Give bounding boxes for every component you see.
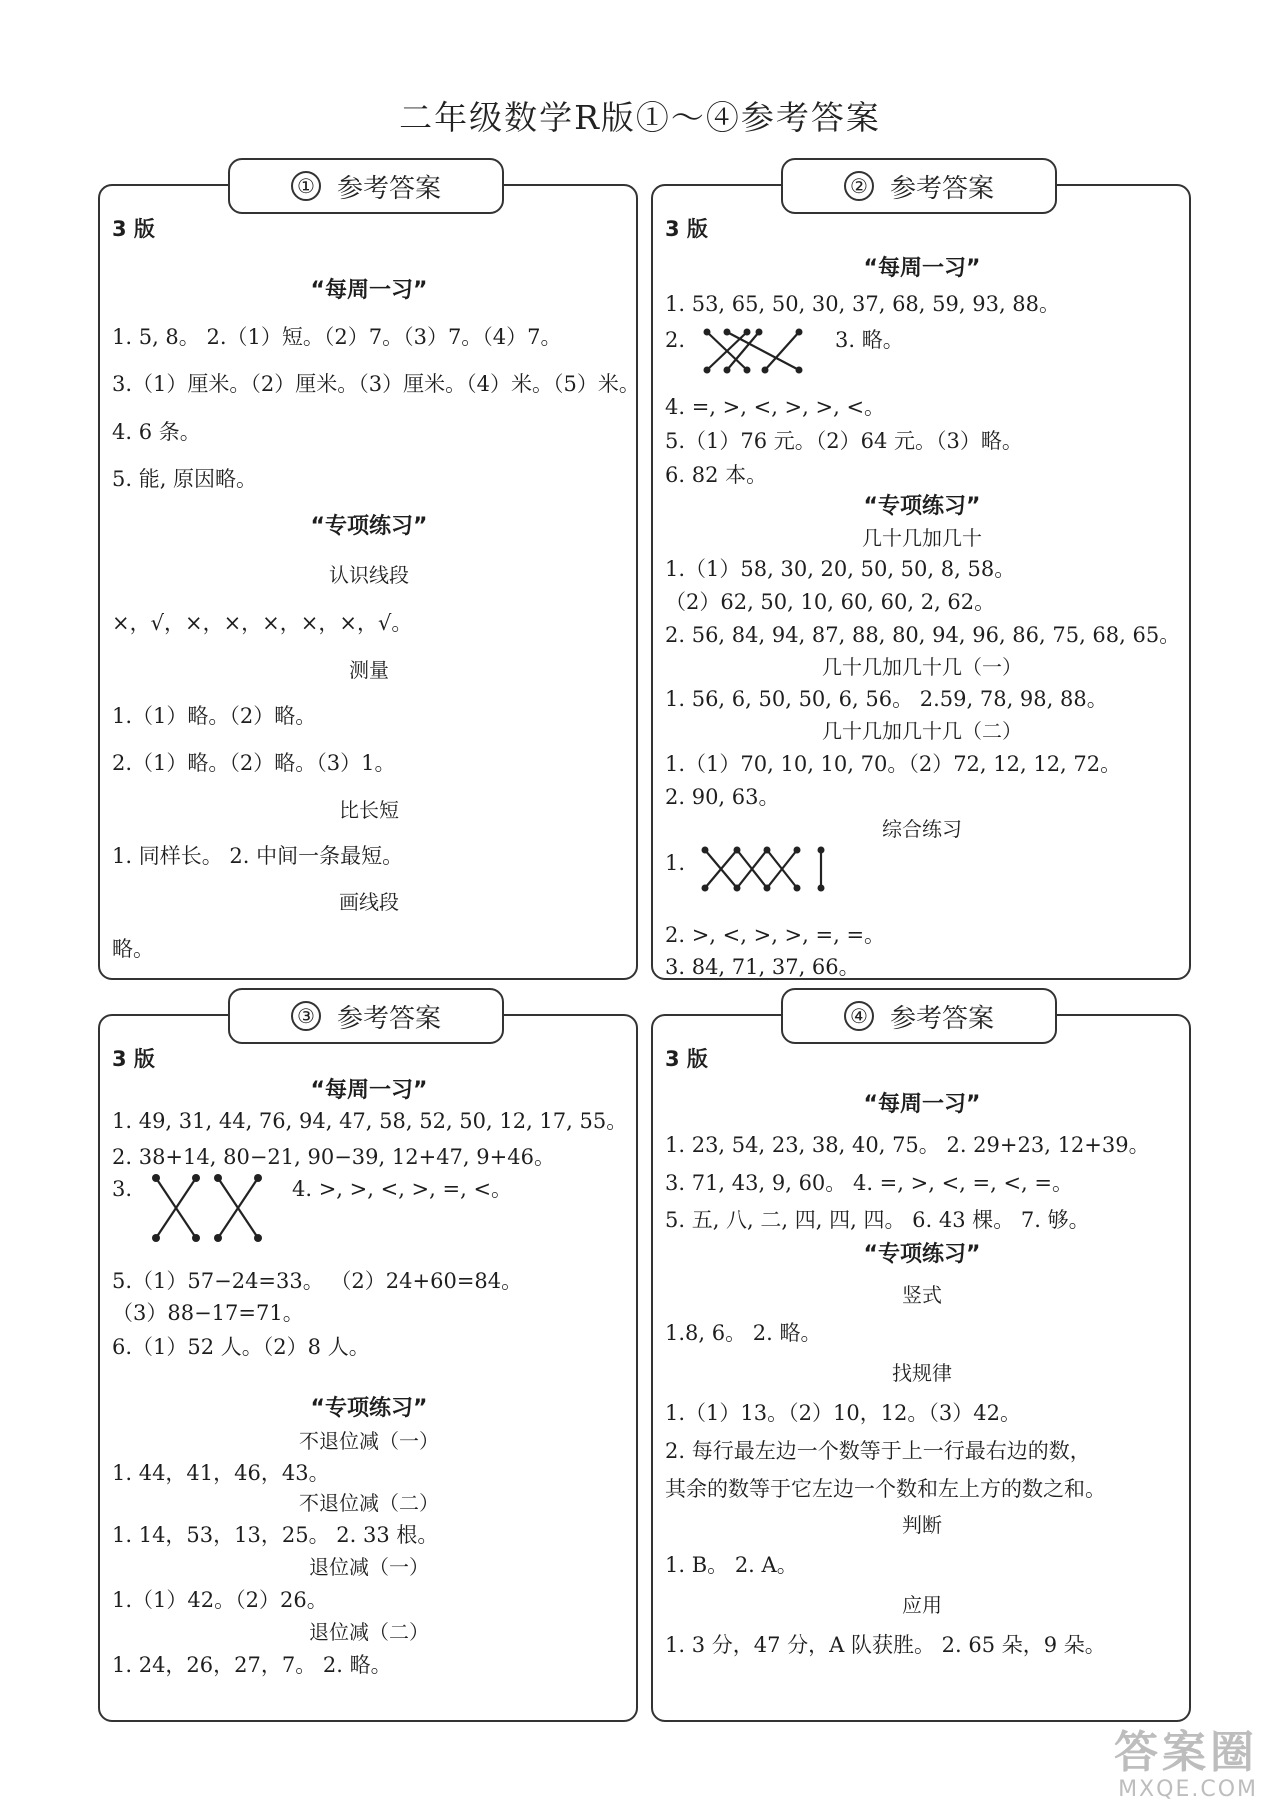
section-heading: “每周一习”: [863, 1092, 981, 1117]
subsection-heading: 退位减（二）: [309, 1620, 429, 1644]
panel-1-tab: [228, 158, 504, 214]
subsection-heading: 画线段: [339, 890, 399, 914]
section-heading: “专项练习”: [863, 1242, 981, 1267]
answer-panel-2: [651, 173, 1191, 980]
answer-line: 1.（1）42。（2）26。: [112, 1588, 328, 1612]
panel-3-edition: 3 版: [112, 1047, 155, 1071]
answer-line: 6. 82 本。: [665, 463, 768, 487]
answer-line: 3.（1）厘米。（2）厘米。（3）厘米。（4）米。（5）米。: [112, 372, 640, 396]
panel-2-tab-label: 参考答案: [889, 173, 994, 204]
panel-3-tab: [228, 988, 504, 1044]
panel-4-tab-label: 参考答案: [889, 1003, 994, 1034]
answer-line: 6.（1）52 人。（2）8 人。: [112, 1335, 370, 1359]
answer-line: （3）88−17=71。: [112, 1301, 304, 1325]
answer-line: （2）62, 50, 10, 60, 60, 2, 62。: [665, 590, 996, 614]
subsection-heading: 不退位减（一）: [299, 1429, 439, 1453]
subsection-heading: 比长短: [339, 798, 399, 822]
subsection-heading: 综合练习: [882, 817, 962, 841]
answer-line: 1. 44，41，46，43。: [112, 1461, 330, 1485]
matching-lines-diagram-3: [148, 1170, 268, 1246]
answer-line: 3. 84, 71, 37, 66。: [665, 955, 860, 979]
answer-panel-4: [651, 1003, 1191, 1722]
answer-line: 1. 53, 65, 50, 30, 37, 68, 59, 93, 88。: [665, 292, 1061, 316]
answer-line: 1. 同样长。 2. 中间一条最短。: [112, 844, 404, 868]
panel-1-tab-label: 参考答案: [336, 173, 441, 204]
answer-line: 1.8, 6。 2. 略。: [665, 1321, 822, 1345]
answer-line: 1. B。 2. A。: [665, 1553, 798, 1577]
panel-3-number: ③: [291, 1001, 321, 1031]
panel-4-edition: 3 版: [665, 1047, 708, 1071]
answer-line: 3.: [112, 1177, 133, 1201]
answer-line: 1.（1）58, 30, 20, 50, 50, 8, 58。: [665, 557, 1016, 581]
subsection-heading: 应用: [902, 1593, 942, 1617]
answer-line: 1. 56, 6, 50, 50, 6, 56。 2.59, 78, 98, 88。: [665, 687, 1108, 711]
panel-1-edition: 3 版: [112, 217, 155, 241]
panel-4-tab: [781, 988, 1057, 1044]
subsection-heading: 不退位减（二）: [299, 1491, 439, 1515]
answer-line: 1.: [665, 851, 686, 875]
answer-line: 1. 5, 8。 2.（1）短。（2）7。（3）7。（4）7。: [112, 325, 562, 349]
answer-line: 2. 38+14, 80−21, 90−39, 12+47, 9+46。: [112, 1145, 555, 1169]
subsection-heading: 测量: [349, 658, 389, 682]
answer-line: 1.（1）70, 10, 10, 70。（2）72, 12, 12, 72。: [665, 752, 1122, 776]
answer-line: 1. 3 分，47 分，A 队获胜。 2. 65 朵，9 朵。: [665, 1633, 1106, 1657]
subsection-heading: 几十几加几十: [862, 526, 982, 550]
section-heading: “专项练习”: [310, 514, 428, 539]
subsection-heading: 判断: [902, 1513, 942, 1537]
answer-line: 5.（1）76 元。（2）64 元。（3）略。: [665, 429, 1023, 453]
answer-line: 其余的数等于它左边一个数和左上方的数之和。: [665, 1477, 1106, 1501]
answer-line: 1. 14，53，13，25。 2. 33 根。: [112, 1523, 439, 1547]
answer-line: 1. 49, 31, 44, 76, 94, 47, 58, 52, 50, 12, 17, 55。: [112, 1109, 628, 1133]
answer-line: 2. 56, 84, 94, 87, 88, 80, 94, 96, 86, 75, 68, 65。: [665, 623, 1181, 647]
subsection-heading: 竖式: [902, 1283, 942, 1307]
answer-line: 4. >, >, <, >, =, <。: [292, 1177, 513, 1201]
answer-line: 1. 23, 54, 23, 38, 40, 75。 2. 29+23, 12+39。: [665, 1133, 1150, 1157]
answer-line: ×，√，×，×，×，×，×，√。: [112, 611, 413, 635]
answer-line: 5.（1）57−24=33。 （2）24+60=84。: [112, 1269, 523, 1293]
answer-line: 略。: [112, 937, 154, 961]
answer-panel-1: [98, 173, 640, 980]
section-heading: “专项练习”: [310, 1396, 428, 1421]
answer-panel-3: [98, 1003, 638, 1722]
subsection-heading: 认识线段: [329, 563, 409, 587]
matching-lines-diagram-2: [699, 842, 829, 894]
section-heading: “每周一习”: [863, 256, 981, 281]
subsection-heading: 找规律: [892, 1361, 952, 1385]
subsection-heading: 退位减（一）: [309, 1555, 429, 1579]
answer-line: 3. 略。: [835, 328, 904, 352]
answer-line: 2. >, <, >, >, =, =。: [665, 923, 886, 947]
subsection-heading: 几十几加几十几（一）: [822, 655, 1022, 679]
section-heading: “每周一习”: [310, 278, 428, 303]
panel-2-number: ②: [844, 171, 874, 201]
answer-line: 4. =, >, <, >, >, <。: [665, 395, 886, 419]
answer-line: 1.（1）13。（2）10，12。（3）42。: [665, 1401, 1022, 1425]
matching-lines-diagram: [699, 324, 809, 376]
subsection-heading: 几十几加几十几（二）: [822, 719, 1022, 743]
answer-line: 2. 每行最左边一个数等于上一行最右边的数，: [665, 1439, 1091, 1463]
answer-line: 4. 6 条。: [112, 420, 201, 444]
panel-2-edition: 3 版: [665, 217, 708, 241]
section-heading: “专项练习”: [863, 494, 981, 519]
panel-1-number: ①: [291, 171, 321, 201]
panel-2-tab: [781, 158, 1057, 214]
panel-3-tab-label: 参考答案: [336, 1003, 441, 1034]
answer-line: 5. 五, 八, 二, 四, 四, 四。 6. 43 棵。 7. 够。: [665, 1208, 1090, 1232]
page-title: 二年级数学R版①～④参考答案: [399, 98, 881, 137]
answer-line: 1.（1）略。（2）略。: [112, 704, 317, 728]
watermark-line-2: MXQE.COM: [1118, 1777, 1258, 1802]
watermark-line-1: 答案圈: [1114, 1727, 1258, 1778]
section-heading: “每周一习”: [310, 1078, 428, 1103]
site-watermark: [1114, 1729, 1258, 1802]
answer-line: 2.: [665, 328, 686, 352]
answer-line: 5. 能, 原因略。: [112, 467, 258, 491]
answer-line: 3. 71, 43, 9, 60。 4. =, >, <, =, <, =。: [665, 1171, 1074, 1195]
answer-line: 1. 24，26，27，7。 2. 略。: [112, 1653, 392, 1677]
panel-4-number: ④: [844, 1001, 874, 1031]
answer-line: 2. 90, 63。: [665, 785, 780, 809]
answer-line: 2.（1）略。（2）略。（3）1。: [112, 751, 396, 775]
